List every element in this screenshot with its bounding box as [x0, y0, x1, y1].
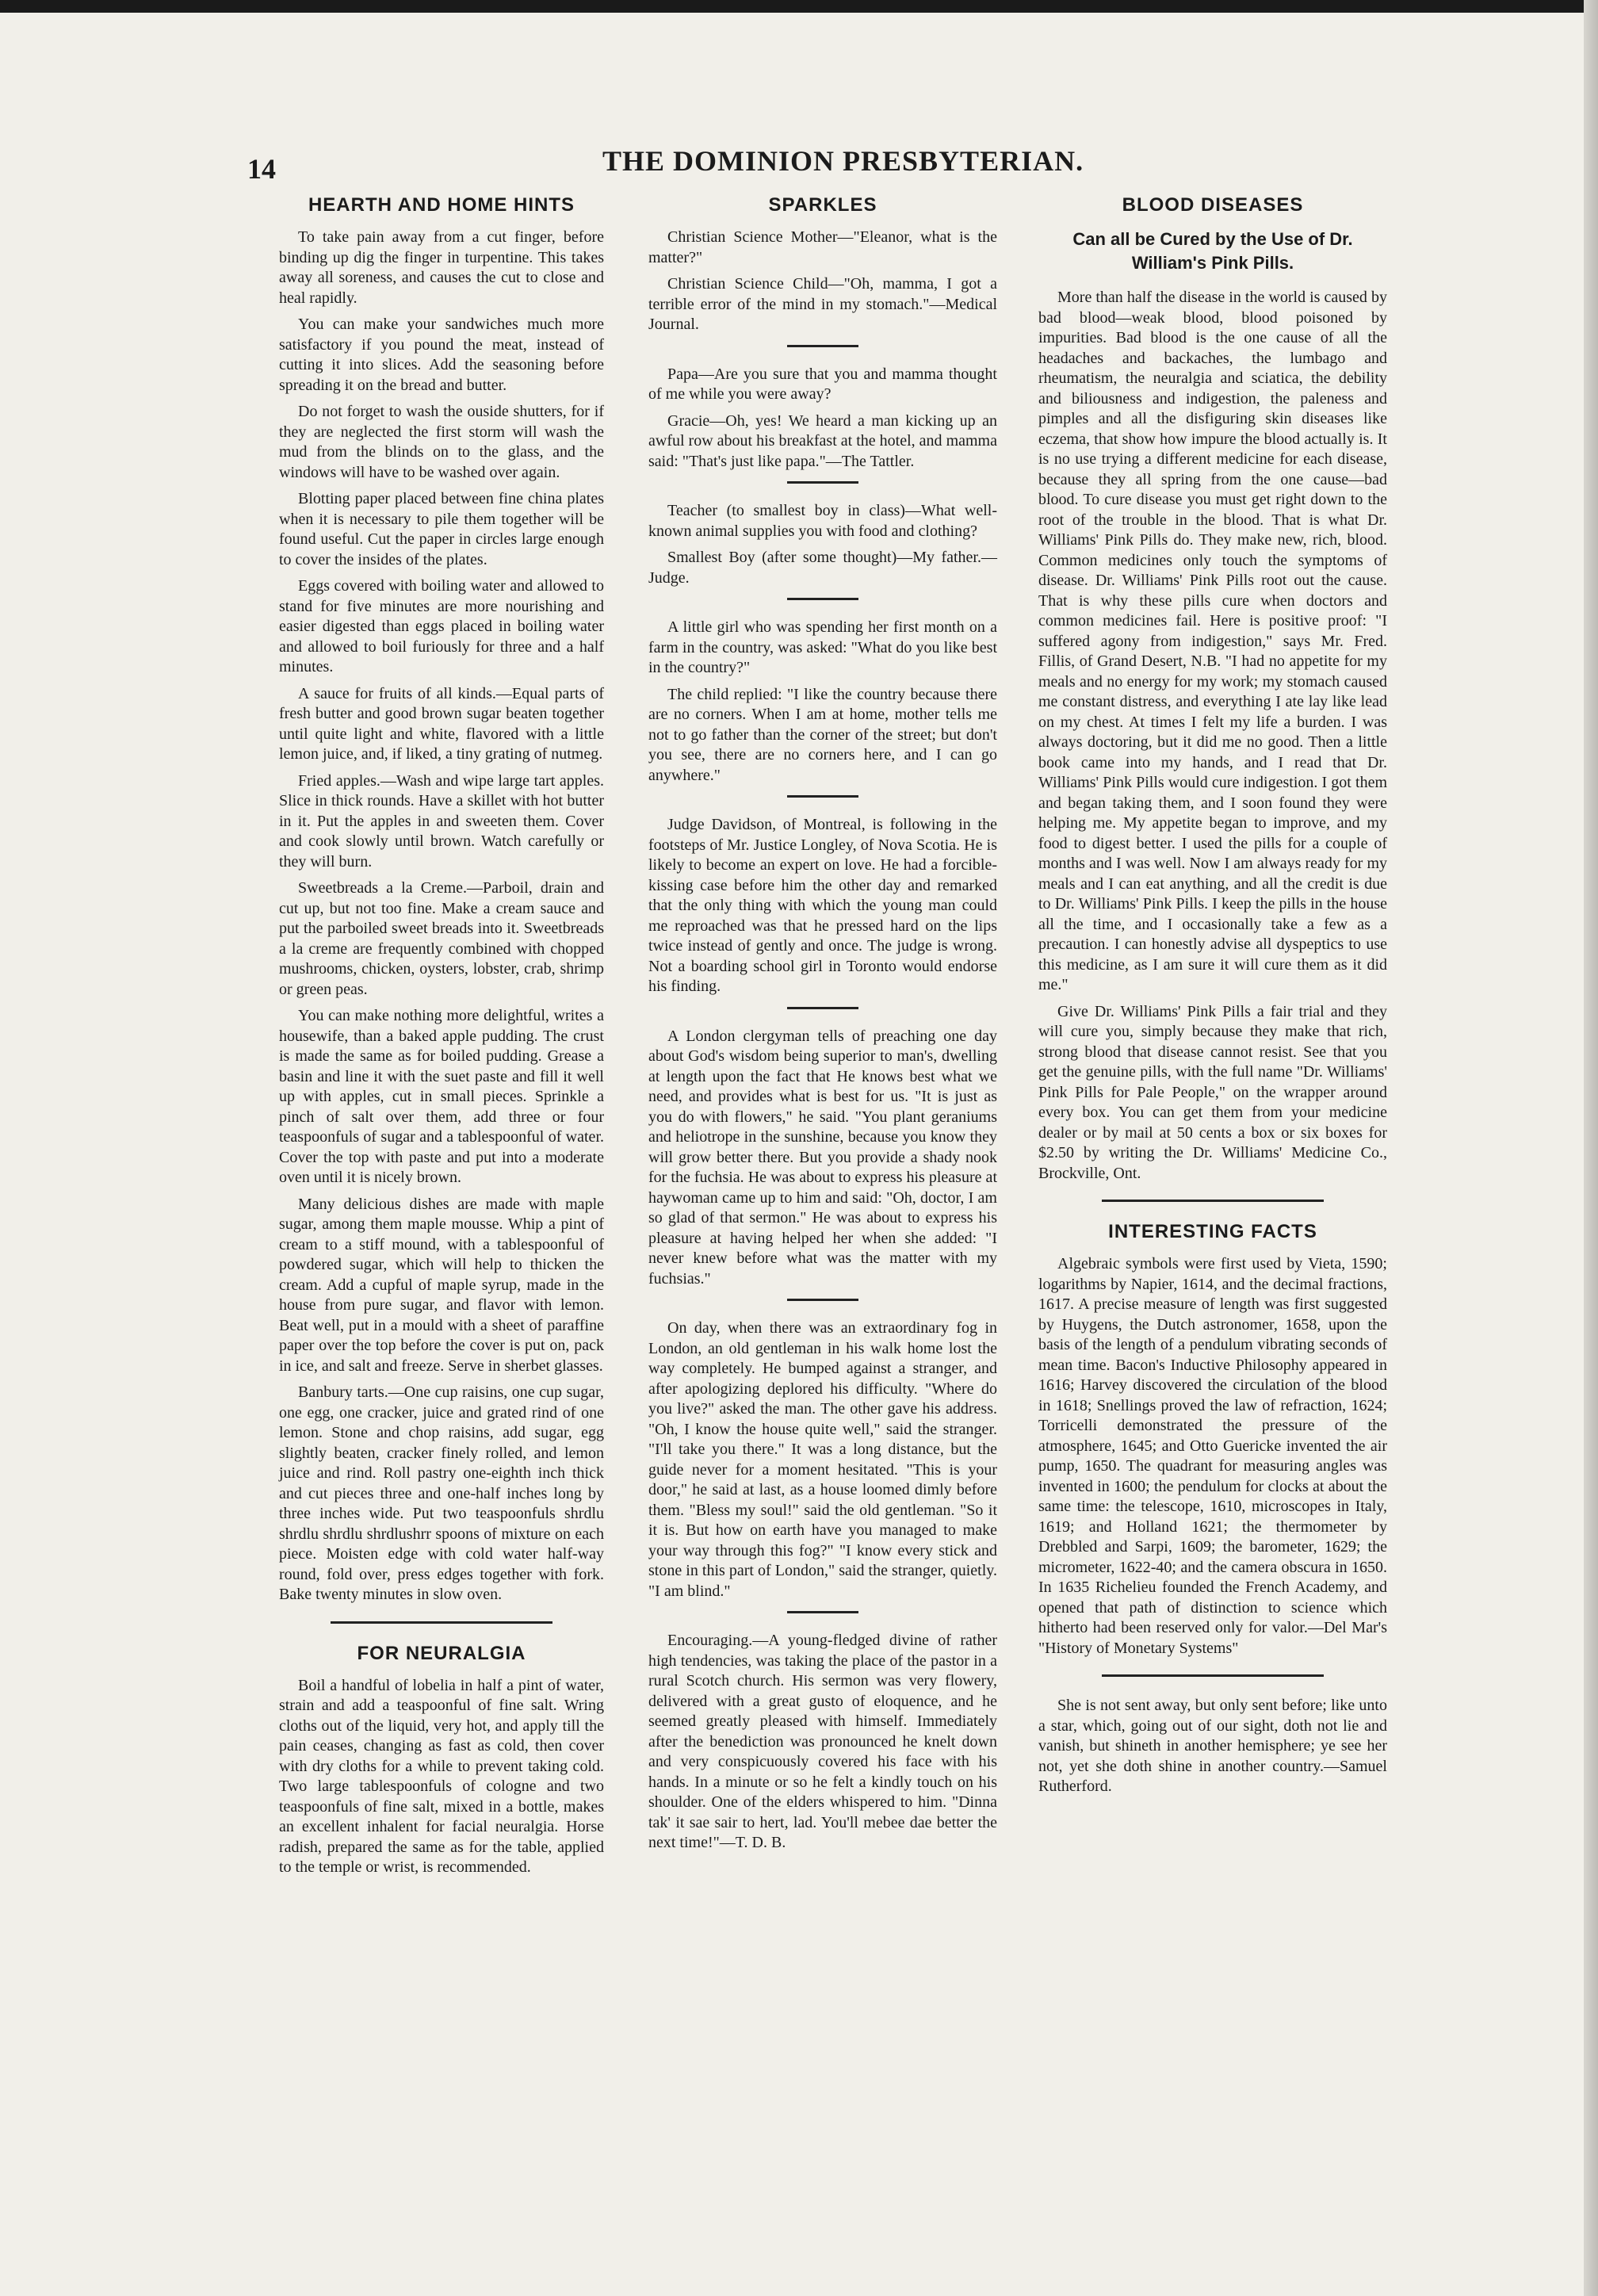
right-page-edge	[1584, 0, 1598, 2296]
interesting-facts-text: Algebraic symbols were first used by Vieta, 1590; logarithms by Napier, 1614, and the decimal fractions, 1617. A precise measure of length was first suggested by Huygens, the Dutch astronomer, 1658, upon the basis of the length of a pendulum vibrating seconds of mean time. Bacon's Inductive Philosophy appeared in 1616; Harvey discovered the circulation of the blood in 1618; Snellings proved the law of refraction, 1624; Torricelli demonstrated the pressure of the atmosphere, 1645; and Otto Guericke invented the air pump, 1650. The quadrant for measuring angles was invented in 1600; the pendulum for clocks at about the same time: the telescope, 1610, microscopes in Italy, 1619; and Holland 1621; the thermometer by Drebbled and Sarpi, 1609; the barometer, 1629; the micrometer, 1622-40; and the camera obscura in 1650. In 1635 Richelieu founded the French Academy, and opened that path of distinction to science which hitherto had been reserved only for valor.—Del Mar's "History of Monetary Systems"	[1038, 1255, 1387, 1657]
page-number: 14	[247, 153, 276, 185]
sparkle-paragraph: The child replied: "I like the country because there are no corners. When I am at home, mother tells me not to go father than the corner of the street; but don't you see, there are no corners here, and I can go anywhere."	[648, 685, 997, 784]
section-divider	[331, 1621, 552, 1624]
column-blood-diseases	[1038, 194, 1387, 1804]
hint-paragraph: You can make nothing more delightful, writes a housewife, than a baked apple pudding. The crust is made the same as for boiled pudding. Grease a basin and line it with the suet paste and fill it well up with apples, cut in small pieces. Sprinkle a pinch of salt over them, add three or four teaspoonfuls of sugar and a tablespoonful of water. Cover the top with paste and put into a moderate oven until it is nicely brown.	[279, 1007, 604, 1186]
sparkle-paragraph: A London clergyman tells of preaching one day about God's wisdom being superior to man's, dwelling at length upon the fact that He knows best what we need, and provides what is best for us. "It is just as you do with flowers," he said. "You plant geraniums and heliotrope in the sunshine, because you know they will grow better there. But you provide a shady nook for the fuchsia. He was about to express his pleasure at haywoman came up to him and said: "Oh, doctor, I am so glad of that sermon." He was about to express his pleasure at having helped her when she added: "I never knew before what was the matter with my fuchsias."	[648, 1027, 997, 1288]
sparkle-paragraph: Christian Science Mother—"Eleanor, what is the matter?"	[648, 228, 997, 266]
section-title-hearth: HEARTH AND HOME HINTS	[308, 194, 575, 216]
item-divider	[787, 1299, 858, 1301]
hint-paragraph: Fried apples.—Wash and wipe large tart apples. Slice in thick rounds. Have a skillet with hot butter in it. Put the apples in and sweeten them. Cover and cook slowly until brown. Watch carefully or they will burn.	[279, 771, 604, 871]
hint-paragraph: Sweetbreads a la Creme.—Parboil, drain and cut up, but not too fine. Make a cream sauce and put the parboiled sweet breads into it. Sweetbreads a la creme are frequently combined with chopped mushrooms, chicken, oysters, lobster, crab, shrimp or green peas.	[279, 879, 604, 998]
item-divider	[787, 1007, 858, 1009]
item-divider	[787, 795, 858, 798]
hint-paragraph: A sauce for fruits of all kinds.—Equal parts of fresh butter and good brown sugar beaten together until quite light and white, flavored with a little lemon juice, and, if liked, a tiny grating of nutmeg.	[279, 684, 604, 763]
sparkle-paragraph: Teacher (to smallest boy in class)—What well-known animal supplies you with food and clothing?	[648, 502, 997, 540]
item-divider	[787, 598, 858, 600]
sparkle-paragraph: A little girl who was spending her first month on a farm in the country, was asked: "What do you like best in the country?"	[648, 618, 997, 676]
top-border	[0, 0, 1598, 13]
section-title-interesting-facts: INTERESTING FACTS	[1108, 1221, 1317, 1242]
item-divider	[787, 1611, 858, 1613]
rutherford-quote: She is not sent away, but only sent before; like unto a star, which, going out of our sight, doth not lie and vanish, but shineth in another hemisphere; ye see her not, yet she doth shine in another country.—Samuel Rutherford.	[1038, 1697, 1387, 1795]
section-title-neuralgia: FOR NEURALGIA	[357, 1642, 526, 1664]
sparkle-paragraph: Smallest Boy (after some thought)—My father.—Judge.	[648, 549, 997, 587]
item-divider	[787, 345, 858, 347]
sparkle-paragraph: Christian Science Child—"Oh, mamma, I got a terrible error of the mind in my stomach."—Medical Journal.	[648, 275, 997, 333]
sparkle-paragraph: Gracie—Oh, yes! We heard a man kicking up an awful row about his breakfast at the hotel, and mamma said: "That's just like papa."—The Tattler.	[648, 411, 997, 470]
hint-paragraph: Banbury tarts.—One cup raisins, one cup sugar, one egg, one cracker, juice and grated rind of one lemon. Stone and chop raisins, add sugar, egg slightly beaten, cracker finely rolled, and lemon juice and rind. Roll pastry one-eighth inch thick and cut pieces three and one-half inches long by three inches wide. Put two teaspoonfuls shrdlu shrdlu shrdlu shrdlushrr spoons of mixture on each piece. Moisten edge with cold water half-way round, fold over, press edges together with fork. Bake twenty minutes in slow oven.	[279, 1383, 604, 1603]
hint-paragraph: You can make your sandwiches much more satisfactory if you pound the meat, instead of cutting it into slices. Add the seasoning before spreading it on the bread and butter.	[279, 316, 604, 394]
hint-paragraph: Eggs covered with boiling water and allowed to stand for five minutes are more nourishing and easier digested than eggs placed in boiling water and allowed to boil furiously for three and a half minutes.	[279, 577, 604, 675]
section-divider	[1102, 1674, 1324, 1677]
sparkle-paragraph: Judge Davidson, of Montreal, is following in the footsteps of Mr. Justice Longley, of Nova Scotia. He is likely to become an expert on love. He had a forcible-kissing case before him the other day and remarked that the only thing with which the young man could me reproached was that he pressed hard on the lips twice instead of gently and once. The judge is wrong. Not a boarding school girl in Toronto would endorse his finding.	[648, 816, 997, 995]
hint-paragraph: Blotting paper placed between fine china plates when it is necessary to pile them together will be found useful. Cut the paper in circles large enough to cover the insides of the plates.	[279, 490, 604, 568]
hint-paragraph: Many delicious dishes are made with maple sugar, among them maple mousse. Whip a pint of cream to a stiff mound, with a tablespoonful of powdered sugar, which will help to thicken the cream. Add a cupful of maple syrup, made in the house from pure sugar, and flavor with lemon. Beat well, put in a mould with a sheet of paraffine paper over the top before the cover is put on, pack in ice, and salt and freeze. Serve in sherbet glasses.	[279, 1195, 604, 1375]
hearth-hints-list	[279, 228, 604, 1605]
masthead: THE DOMINION PRESBYTERIAN.	[602, 145, 1084, 177]
blood-diseases-para-1: More than half the disease in the world is caused by bad blood—weak blood, blood poisoned by impurities. Bad blood is the one cause of all the headaches and backaches, the lumbago and rheumatism, the neuralgia and sciatica, the debility and biliousness and indigestion, the paleness and pimples and all the disfiguring skin diseases like eczema, that show how impure the blood actually is. It is no use trying a different medicine for each disease, because they all spring from the one cause—bad blood. To cure disease you must get right down to the root of the trouble in the blood. That is what Dr. Williams' Pink Pills do. They make new, rich, blood. Common medicines only touch the symptoms of disease. Dr. Williams' Pink Pills root out the cause. That is why these pills cure when doctors and common medicines fail. Here is positive proof: "I suffered agony from indigestion," says Mr. Fred. Fillis, of Grand Desert, N.B. "I had no appetite for my meals and no energy for my work; my stomach caused me constant distress, and everything I ate lay like lead on my chest. At times I felt my life a burden. I was always doctoring, but it did me no good. Then a little book came into my hands, and I read that Dr. Williams' Pink Pills would cure indigestion. I got them and began taking them, and I soon found they were helping me. My appetite began to improve, and my food to digest better. I used the pills for a couple of months and I was well. Now I am always ready for my meals and I can eat anything, and all the credit is due to Dr. Williams' Pink Pills. I keep the pills in the house all the time, and I occasionally take a few as a precaution. I can honestly advise all dyspeptics to use this medicine, as I am sure it will cure them as it did me."	[1038, 289, 1387, 993]
hint-paragraph: To take pain away from a cut finger, before binding up dig the finger in turpentine. This takes away all soreness, and causes the cut to close and heal rapidly.	[279, 228, 604, 307]
column-hearth-home	[279, 194, 604, 1885]
hint-paragraph: Do not forget to wash the ouside shutters, for if they are neglected the first storm will wash the mud from the blinds on to the glass, and the windows will have to be washed over again.	[279, 403, 604, 481]
sparkle-paragraph: Encouraging.—A young-fledged divine of rather high tendencies, was taking the place of the pastor in a rural Scotch church. His sermon was very flowery, delivered with a great gusto of eloquence, and he seemed greatly pleased with himself. Immediately after the benediction was pronounced he knelt down and very conspicuously covered his face with his hands. In a minute or so he felt a kindly touch on his shoulder. One of the elders whispered to him. "Dinna tak' it sae sair to hert, lad. You'll mebee dae better the next time!"—T. D. B.	[648, 1632, 997, 1851]
section-title-blood-diseases: BLOOD DISEASES	[1122, 194, 1304, 216]
section-divider	[1102, 1200, 1324, 1202]
item-divider	[787, 481, 858, 484]
neuralgia-text: Boil a handful of lobelia in half a pint of water, strain and add a teaspoonful of fine salt. Wring cloths out of the liquid, very hot, and apply till the pain ceases, changing as fast as cold, then cover with dry cloths for a while to prevent taking cold. Two large tablespoonfuls of cologne and two teaspoonfuls of fine salt, mixed in a bottle, makes an excellent inhalent for facial neuralgia. Horse radish, prepared the same as for the table, applied to the temple or wrist, is recommended.	[279, 1676, 604, 1876]
section-title-sparkles: SPARKLES	[768, 194, 877, 216]
sparkle-paragraph: On day, when there was an extraordinary fog in London, an old gentleman in his walk home lost the way completely. He bumped against a stranger, and after apologizing deplored his difficulty. "Where do you live?" asked the man. The other gave his address. "Oh, I know the house quite well," said the stranger. "I'll take you there." It was a long distance, but the guide never for a moment hesitated. "This is your door," he said at last, as a house loomed dimly before them. "Bless my soul!" said the old gentleman. "So it it is. But how on earth have you managed to make your way through this fog?" "I know every stick and stone in this part of London," said the stranger, quietly. "I am blind."	[648, 1319, 997, 1600]
page-header	[247, 144, 1357, 185]
sparkles-list	[648, 228, 997, 1854]
blood-diseases-para-2: Give Dr. Williams' Pink Pills a fair trial and they will cure you, simply because they make that rich, strong blood that disease cannot resist. See that you get the genuine pills, with the full name "Dr. Williams' Pink Pills for Pale People," on the wrapper around every box. You can get them from your medicine dealer or by mail at 50 cents a box or six boxes for $2.50 by writing the Dr. Williams' Medicine Co., Brockville, Ont.	[1038, 1002, 1387, 1182]
sparkle-paragraph: Papa—Are you sure that you and mamma thought of me while you were away?	[648, 365, 997, 403]
column-sparkles	[648, 194, 997, 1860]
section-subtitle-pink-pills: Can all be Cured by the Use of Dr. William's Pink Pills.	[1072, 229, 1353, 273]
